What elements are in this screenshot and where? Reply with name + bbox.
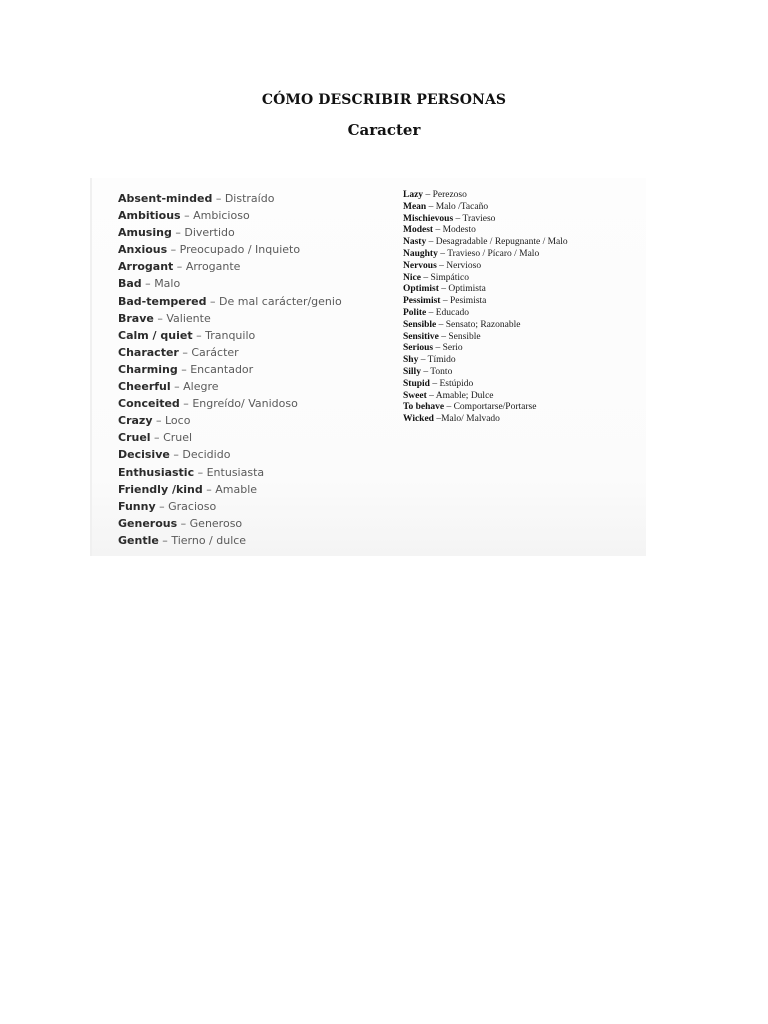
vocab-translation: Pesimista — [449, 296, 487, 307]
vocab-translation: Sensible — [448, 331, 481, 342]
vocab-item — [403, 379, 568, 391]
vocab-translation: Distraído — [224, 192, 275, 205]
vocab-item — [118, 293, 342, 310]
vocab-term: Nervous — [403, 260, 437, 271]
vocab-item — [403, 296, 568, 308]
vocab-item — [118, 258, 342, 275]
vocab-separator: – — [418, 355, 428, 366]
vocab-separator: – — [152, 414, 165, 428]
vocab-term: Shy — [403, 355, 419, 366]
vocab-translation: Carácter — [191, 345, 239, 359]
vocab-translation: Amable; Dulce — [435, 390, 494, 401]
vocab-term: Stupid — [403, 378, 430, 389]
vocab-translation: Loco — [165, 414, 191, 428]
vocab-term: Mischievous — [403, 213, 454, 224]
vocab-term: Serious — [403, 343, 434, 354]
vocab-term: Naughty — [403, 248, 438, 259]
vocab-translation: Estúpido — [439, 378, 474, 389]
vocab-translation: Malo — [154, 277, 181, 291]
vocab-item — [118, 429, 342, 446]
vocab-item — [118, 241, 342, 258]
vocab-translation: Alegre — [183, 380, 219, 394]
vocab-term: Crazy — [118, 414, 153, 428]
section-subtitle: Caracter — [347, 121, 421, 139]
vocab-item — [118, 310, 342, 327]
vocab-separator: – — [420, 272, 431, 283]
vocab-item — [118, 532, 342, 549]
vocab-translation: Educado — [435, 307, 469, 318]
vocab-term: Modest — [403, 225, 434, 236]
vocab-item — [118, 395, 342, 412]
vocab-separator: – — [212, 192, 225, 205]
vocab-separator: – — [170, 380, 184, 394]
vocab-translation: Malo/ Malvado — [441, 414, 500, 425]
vocab-translation: Serio — [442, 343, 463, 354]
vocab-separator: – — [202, 482, 216, 496]
vocab-item — [403, 214, 568, 226]
vocab-item — [403, 402, 568, 414]
vocab-term: Nice — [403, 272, 421, 283]
vocab-separator: – — [438, 284, 449, 295]
vocab-translation: Modesto — [442, 225, 476, 236]
vocab-term: Optimist — [403, 284, 439, 295]
vocab-translation: Comportarse/Portarse — [453, 402, 537, 413]
vocab-term: Conceited — [118, 397, 180, 411]
vocab-separator: – — [178, 345, 192, 359]
vocab-term: Polite — [403, 307, 427, 318]
vocab-item — [118, 446, 342, 463]
vocab-term: Anxious — [118, 243, 168, 257]
vocab-separator: – — [438, 331, 449, 342]
vocab-item — [118, 344, 342, 361]
vocab-item — [403, 367, 568, 379]
vocab-separator: – — [167, 243, 180, 257]
vocab-item — [403, 414, 568, 426]
vocab-translation: Amable — [215, 482, 258, 496]
vocab-term: Silly — [403, 366, 421, 377]
vocab-translation: Engreído/ Vanidoso — [192, 397, 298, 411]
vocab-translation: Generoso — [189, 516, 243, 530]
vocab-term: Cheerful — [118, 380, 171, 394]
vocab-separator: – — [155, 499, 169, 513]
vocab-translation: Sensato; Razonable — [445, 319, 521, 330]
vocab-translation: Valiente — [166, 311, 211, 325]
vocab-term: Arrogant — [118, 260, 174, 274]
vocab-separator: – — [420, 366, 431, 377]
vocab-separator: – — [453, 213, 463, 224]
vocab-separator: – — [426, 237, 436, 248]
vocab-term: Absent-minded — [118, 192, 213, 205]
vocab-translation: Nervioso — [446, 260, 482, 271]
vocab-translation: Optimista — [448, 284, 486, 295]
vocab-separator: – — [141, 277, 155, 291]
vocab-separator: – — [150, 431, 164, 445]
vocab-term: Enthusiastic — [118, 465, 195, 479]
vocab-term: Bad-tempered — [118, 294, 207, 308]
vocab-item — [403, 391, 568, 403]
vocab-separator: – — [436, 260, 447, 271]
vocab-item — [403, 308, 568, 320]
vocab-term: Amusing — [118, 226, 172, 240]
panel-left-edge — [90, 178, 92, 556]
vocab-separator: – — [177, 516, 190, 530]
vocab-item — [118, 327, 342, 344]
vocab-translation: Cruel — [163, 431, 193, 445]
vocab-term: Decisive — [118, 448, 170, 462]
vocab-term: Nasty — [403, 237, 427, 248]
vocab-translation: Ambicioso — [193, 209, 250, 223]
vocab-separator: – — [192, 328, 206, 342]
vocab-translation: Tímido — [427, 355, 456, 366]
vocab-item — [403, 237, 568, 249]
vocab-separator: – — [206, 294, 220, 308]
vocab-item — [403, 249, 568, 261]
vocab-translation: Perezoso — [432, 190, 467, 200]
vocab-term: Lazy — [403, 190, 424, 200]
vocab-separator: – — [437, 248, 448, 259]
vocab-item — [403, 273, 568, 285]
vocab-separator: – — [433, 225, 443, 236]
vocab-separator: – — [153, 311, 167, 325]
vocab-term: Ambitious — [118, 209, 181, 223]
vocab-item — [403, 332, 568, 344]
vocab-separator: – — [180, 209, 194, 223]
vocab-separator: – — [429, 378, 440, 389]
vocab-item — [118, 361, 342, 378]
vocab-item — [118, 190, 342, 207]
vocab-item — [403, 261, 568, 273]
vocab-separator: – — [436, 319, 446, 330]
vocab-separator: – — [440, 296, 450, 307]
vocab-separator: – — [426, 390, 436, 401]
vocab-translation: Arrogante — [185, 260, 241, 274]
vocab-item — [118, 481, 342, 498]
vocab-translation: Desagradable / Repugnante / Malo — [435, 237, 568, 248]
vocab-term: Calm / quiet — [118, 328, 193, 342]
vocab-term: Sensible — [403, 319, 437, 330]
vocab-term: Character — [118, 345, 179, 359]
vocab-item — [403, 355, 568, 367]
vocab-term: Wicked — [403, 414, 434, 425]
vocab-item — [403, 225, 568, 237]
vocab-separator: – — [433, 414, 442, 425]
vocabulary-list-left — [118, 190, 342, 549]
vocab-term: Bad — [118, 277, 142, 291]
vocab-separator: – — [444, 402, 454, 413]
vocab-translation: Tranquilo — [205, 328, 256, 342]
vocab-term: Funny — [118, 499, 156, 513]
vocab-item — [403, 202, 568, 214]
vocab-item — [118, 224, 342, 241]
vocab-term: Sensitive — [403, 331, 439, 342]
vocab-separator: – — [173, 260, 186, 274]
vocab-translation: Travieso — [462, 213, 496, 224]
vocab-translation: Simpático — [430, 272, 469, 283]
vocab-translation: Entusiasta — [206, 465, 265, 479]
vocab-item — [403, 320, 568, 332]
vocab-term: Sweet — [403, 390, 427, 401]
vocab-term: Pessimist — [403, 296, 441, 307]
vocab-translation: De mal carácter/genio — [219, 294, 342, 308]
vocab-separator: – — [426, 201, 436, 212]
vocab-translation: Travieso / Pícaro / Malo — [447, 248, 540, 259]
vocab-translation: Malo /Tacaño — [435, 201, 489, 212]
vocab-separator: – — [158, 533, 172, 547]
vocab-translation: Preocupado / Inquieto — [179, 243, 301, 257]
vocab-item — [118, 464, 342, 481]
vocab-separator: – — [177, 362, 191, 376]
page-title: CÓMO DESCRIBIR PERSONAS — [261, 92, 507, 108]
vocab-translation: Tonto — [430, 366, 453, 377]
vocab-separator: – — [171, 226, 185, 240]
vocab-separator: – — [423, 190, 433, 200]
vocab-term: Mean — [403, 201, 427, 212]
vocab-separator: – — [194, 465, 207, 479]
vocab-separator: – — [169, 448, 183, 462]
vocab-term: Cruel — [118, 431, 151, 445]
vocab-item — [403, 284, 568, 296]
vocab-term: Gentle — [118, 533, 159, 547]
vocab-term: Brave — [118, 311, 154, 325]
vocab-separator: – — [426, 307, 436, 318]
vocab-item — [403, 190, 568, 202]
vocab-translation: Gracioso — [168, 499, 217, 513]
vocab-translation: Decidido — [182, 448, 231, 462]
vocab-item — [118, 515, 342, 532]
vocab-translation: Divertido — [184, 226, 235, 240]
vocab-item — [118, 275, 342, 292]
vocab-translation: Tierno / dulce — [171, 533, 247, 547]
vocab-item — [403, 343, 568, 355]
vocab-term: To behave — [403, 402, 445, 413]
vocab-item — [118, 412, 342, 429]
vocabulary-list-right — [403, 190, 568, 426]
vocab-term: Charming — [118, 362, 178, 376]
vocab-separator: – — [433, 343, 443, 354]
vocab-separator: – — [179, 397, 193, 411]
vocab-item — [118, 378, 342, 395]
vocab-translation: Encantador — [190, 362, 254, 376]
vocab-item — [118, 207, 342, 224]
vocab-term: Generous — [118, 516, 178, 530]
vocab-term: Friendly /kind — [118, 482, 203, 496]
vocab-item — [118, 498, 342, 515]
